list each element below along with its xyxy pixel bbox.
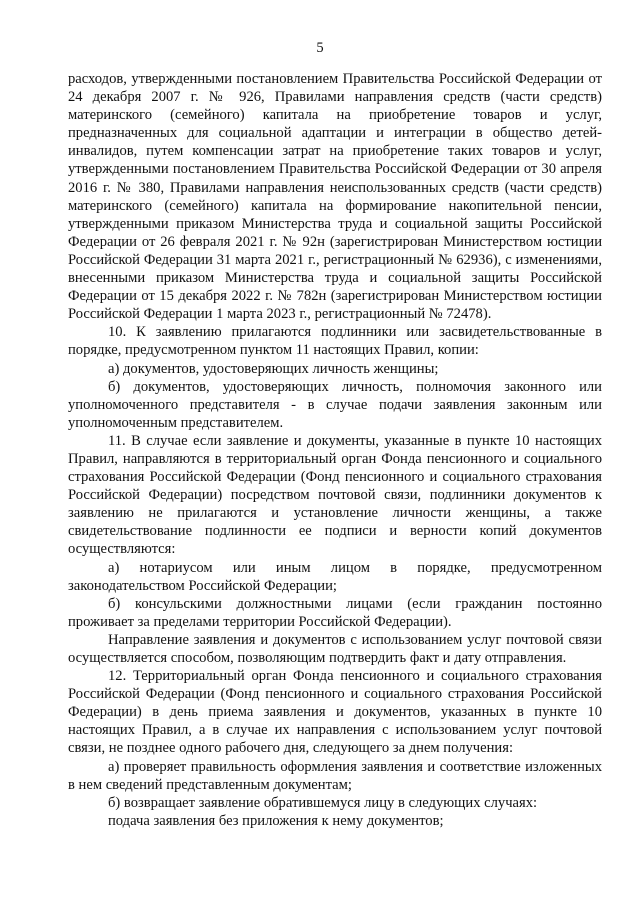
page-number: 5	[316, 40, 324, 56]
paragraph-item-12: 12. Территориальный орган Фонда пенсионного и социального страхования Российской Федерации (Фонд пенсионного и социального страхования Российской Федерации) в день приема заявления и документов, указанных в пункте 10 настоящих Правил, а в случае их направления с использованием услуг почтовой связи, не позднее одного рабочего дня, следующего за днем получения:	[68, 668, 602, 757]
paragraph-item-10: 10. К заявлению прилагаются подлинники или засвидетельствованные в порядке, предусмотренном пунктом 11 настоящих Правил, копии:	[68, 324, 602, 359]
paragraph-continuation: расходов, утвержденными постановлением Правительства Российской Федерации от 24 декабря 2007 г. № 926, Правилами направления средств (части средств) материнского (семейного) капитала на приобретение товаров и услуг, предназначенных для социальной адаптации и интеграции в общество детей-инвалидов, путем компенсации затрат на приобретение таких товаров и услуг, утвержденными постановлением Правительства Российской Федерации от 30 апреля 2016 г. № 380, Правилами направления неиспользованных средств (части средств) материнского (семейного) капитала на формирование накопительной пенсии, утвержденными приказом Министерства труда и социальной защиты Российской Федерации от 26 февраля 2021 г. № 92н (зарегистрирован Министерством юстиции Российской Федерации 31 марта 2021 г., регистрационный № 62936), с изменениями, внесенными приказом Министерства труда и социальной защиты Российской Федерации от 15 декабря 2022 г. № 782н (зарегистрирован Министерством юстиции Российской Федерации 1 марта 2023 г., регистрационный № 72478).	[68, 71, 602, 323]
paragraph-item-12-a: а) проверяет правильность оформления заявления и соответствие изложенных в нем сведений представленным документам;	[68, 758, 602, 793]
document-body	[68, 70, 602, 830]
paragraph-item-12-b: б) возвращает заявление обратившемуся лицу в следующих случаях:	[108, 794, 538, 811]
paragraph-item-12-b-1: подача заявления без приложения к нему документов;	[108, 812, 444, 829]
paragraph-item-10-a: а) документов, удостоверяющих личность женщины;	[108, 360, 439, 377]
paragraph-item-11-a: а) нотариусом или иным лицом в порядке, предусмотренном законодательством Российской Федерации;	[68, 559, 602, 594]
paragraph-item-11-b: б) консульскими должностными лицами (если гражданин постоянно проживает за пределами территории Российской Федерации).	[68, 595, 602, 630]
paragraph-item-10-b: б) документов, удостоверяющих личность, полномочия законного или уполномоченного представителя - в случае подачи заявления законным или уполномоченным представителем.	[68, 378, 602, 431]
paragraph-item-11-postal: Направление заявления и документов с использованием услуг почтовой связи осуществляется способом, позволяющим подтвердить факт и дату отправления.	[68, 631, 602, 666]
paragraph-item-11: 11. В случае если заявление и документы, указанные в пункте 10 настоящих Правил, направляются в территориальный орган Фонда пенсионного и социального страхования Российской Федерации (Фонд пенсионного и социального страхования Российской Федерации) посредством почтовой связи, подлинники документов к заявлению не прилагаются и установление личности женщины, а также свидетельствование подлинности ее подписи и верности копий документов осуществляются:	[68, 432, 602, 558]
